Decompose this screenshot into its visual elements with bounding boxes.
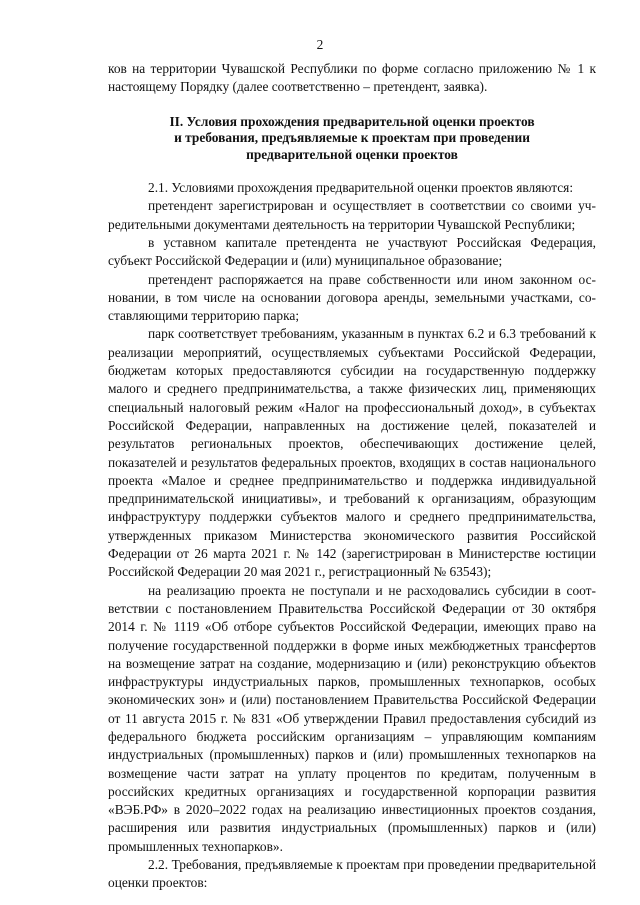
section-heading-line: II. Условия прохождения предварительной оценки проектов [169, 113, 535, 129]
page-number: 2 [316, 37, 324, 52]
condition-no-subsidies: на реализацию проекта не поступали и не расходовались субсидии в соответствии с постановлением Правительства Российской Федерации от 30 октября 2014 г. № 1119 «Об отборе субъектов Российской Федерации, имеющих право на получение государственной поддержки в форме иных межбюджетных трансфертов на возмещение затрат на создание, модернизацию и (или) реконструкцию объектов инфраструктуры индустриальных парков, промышленных технопарков, особых экономических зон» и (или) постановлением Правительства Российской Федерации от 11 августа 2015 г. № 831 «Об утверждении Правил предоставления субсидий из федерального бюджета российским организациям – управляющим компаниям индустриальных (промышленных) парков и (или) промышленных технопарков на возмещение части затрат на уплату процентов по кредитам, полученным в российских кредитных организациях и государственной корпорации развития «ВЭБ.РФ» в 2020–2022 годах на реализацию инвестиционных проектов создания, расширения или развития индустриальных (промышленных) парков и (или) промышленных технопарков». [108, 582, 596, 854]
condition-registration: претендент зарегистрирован и осуществляет в соответствии со своими учредительными документами деятельность на территории Чувашской Республики; [108, 198, 596, 232]
paragraph-2-1: 2.1. Условиями прохождения предварительной оценки проектов являются: [148, 180, 574, 196]
section-heading-line: и требования, предъявляемые к проектам при проведении [174, 130, 530, 146]
paragraph-2-2: 2.2. Требования, предъявляемые к проектам при проведении предварительной оценки проектов: [108, 857, 596, 891]
condition-park-requirements: парк соответствует требованиям, указанным в пунктах 6.2 и 6.3 требований к реализации мероприятий, осуществляемых субъектами Российской Федерации, бюджетам которых предоставляются субсидии на государственную поддержку малого и среднего предпринимательства, а также физических лиц, применяющих специальный налоговый режим «Налог на профессиональный доход», в субъектах Российской Федерации, направленных на достижение целей, показателей и результатов региональных проектов, обеспечивающих достижение целей, показателей и результатов федеральных проектов, входящих в состав национального проекта «Малое и среднее предпринимательство и поддержка индивидуальной предпринимательской инициативы», и требований к организациям, образующим инфраструктуру поддержки субъектов малого и среднего предпринимательства, утвержденных приказом Министерства экономического развития Российской Федерации от 26 марта 2021 г. № 142 (зарегистрирован в Министерстве юстиции Российской Федерации 20 мая 2021 г., регистрационный № 63543); [108, 326, 596, 580]
condition-land: претендент распоряжается на праве собственности или ином законном основании, в том числе на основании договора аренды, земельными участками, составляющими территорию парка; [108, 271, 596, 324]
page-content [108, 60, 596, 893]
section-heading [108, 114, 596, 164]
intro-paragraph: ков на территории Чувашской Республики по форме согласно приложению № 1 к настоящему Порядку (далее соответственно – претендент, заявка). [108, 61, 596, 95]
section-heading-line: предварительной оценки проектов [246, 146, 458, 162]
condition-capital: в уставном капитале претендента не участвуют Российская Федерация, субъект Российской Федерации и (или) муниципальное образование; [108, 234, 596, 269]
